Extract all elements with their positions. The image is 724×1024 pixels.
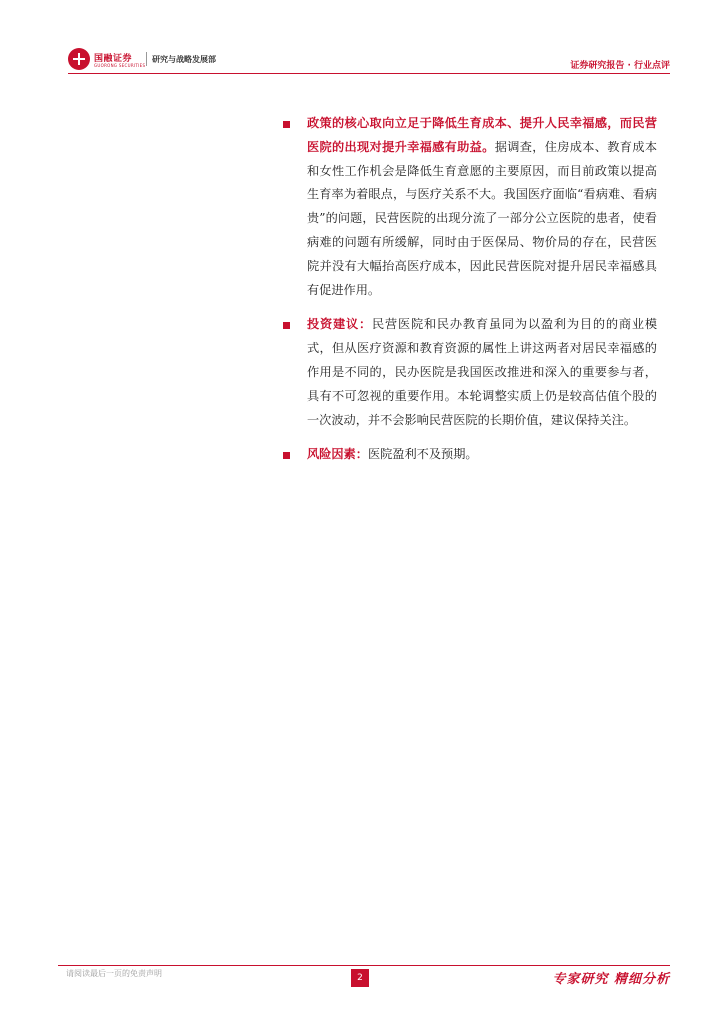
footer-disclaimer: 请阅读最后一页的免责声明 xyxy=(66,969,162,978)
report-type: 证券研究报告 · 行业点评 xyxy=(570,61,670,71)
header-rule xyxy=(68,73,670,74)
bullet-text: 医院盈利不及预期。 xyxy=(367,447,478,462)
bullet-highlight: 投资建议： xyxy=(307,317,372,332)
square-bullet-icon xyxy=(283,121,290,128)
department-name: 研究与战略发展部 xyxy=(152,55,216,64)
header-divider xyxy=(146,52,147,66)
bullet-paragraph xyxy=(307,443,657,467)
footer-rule xyxy=(58,965,670,966)
bullet-list xyxy=(283,112,657,478)
brand-english-name: GUORONG SECURITIES xyxy=(94,63,146,68)
page-header xyxy=(68,46,670,76)
footer-slogan: 专家研究 精细分析 xyxy=(552,972,670,987)
guorong-logo-icon xyxy=(68,48,90,70)
bullet-text: 民营医院和民办教育虽同为以盈利为目的的商业模式，但从医疗资源和教育资源的属性上讲这两者对居民幸福感的作用是不同的，民办医院是我国医改推进和深入的重要参与者，具有不可忽视的重要作用。本轮调整实质上仍是较高估值个股的一次波动，并不会影响民营医院的长期价值，建议保持关注。 xyxy=(307,317,658,427)
square-bullet-icon xyxy=(283,322,290,329)
bullet-investment xyxy=(283,313,657,432)
square-bullet-icon xyxy=(283,452,290,459)
bullet-policy xyxy=(283,112,657,302)
brand-name: 国融证券 xyxy=(94,54,133,64)
bullet-paragraph xyxy=(307,313,657,432)
bullet-text: 据调查，住房成本、教育成本和女性工作机会是降低生育意愿的主要原因，而目前政策以提高生育率为着眼点，与医疗关系不大。我国医疗面临“看病难、看病贵”的问题，民营医院的出现分流了一部分公立医院的患者，使看病难的问题有所缓解，同时由于医保局、物价局的存在，民营医院并没有大幅抬高医疗成本，因此民营医院对提升居民幸福感具有促进作用。 xyxy=(307,139,658,297)
page-number: 2 xyxy=(351,969,369,987)
bullet-risk xyxy=(283,443,657,467)
bullet-paragraph xyxy=(307,112,657,302)
bullet-highlight: 风险因素： xyxy=(307,447,368,462)
bullet-highlight: 政策的核心取向立足于降低生育成本、提升人民幸福感，而民营医院的出现对提升幸福感有助益。 xyxy=(307,116,657,154)
